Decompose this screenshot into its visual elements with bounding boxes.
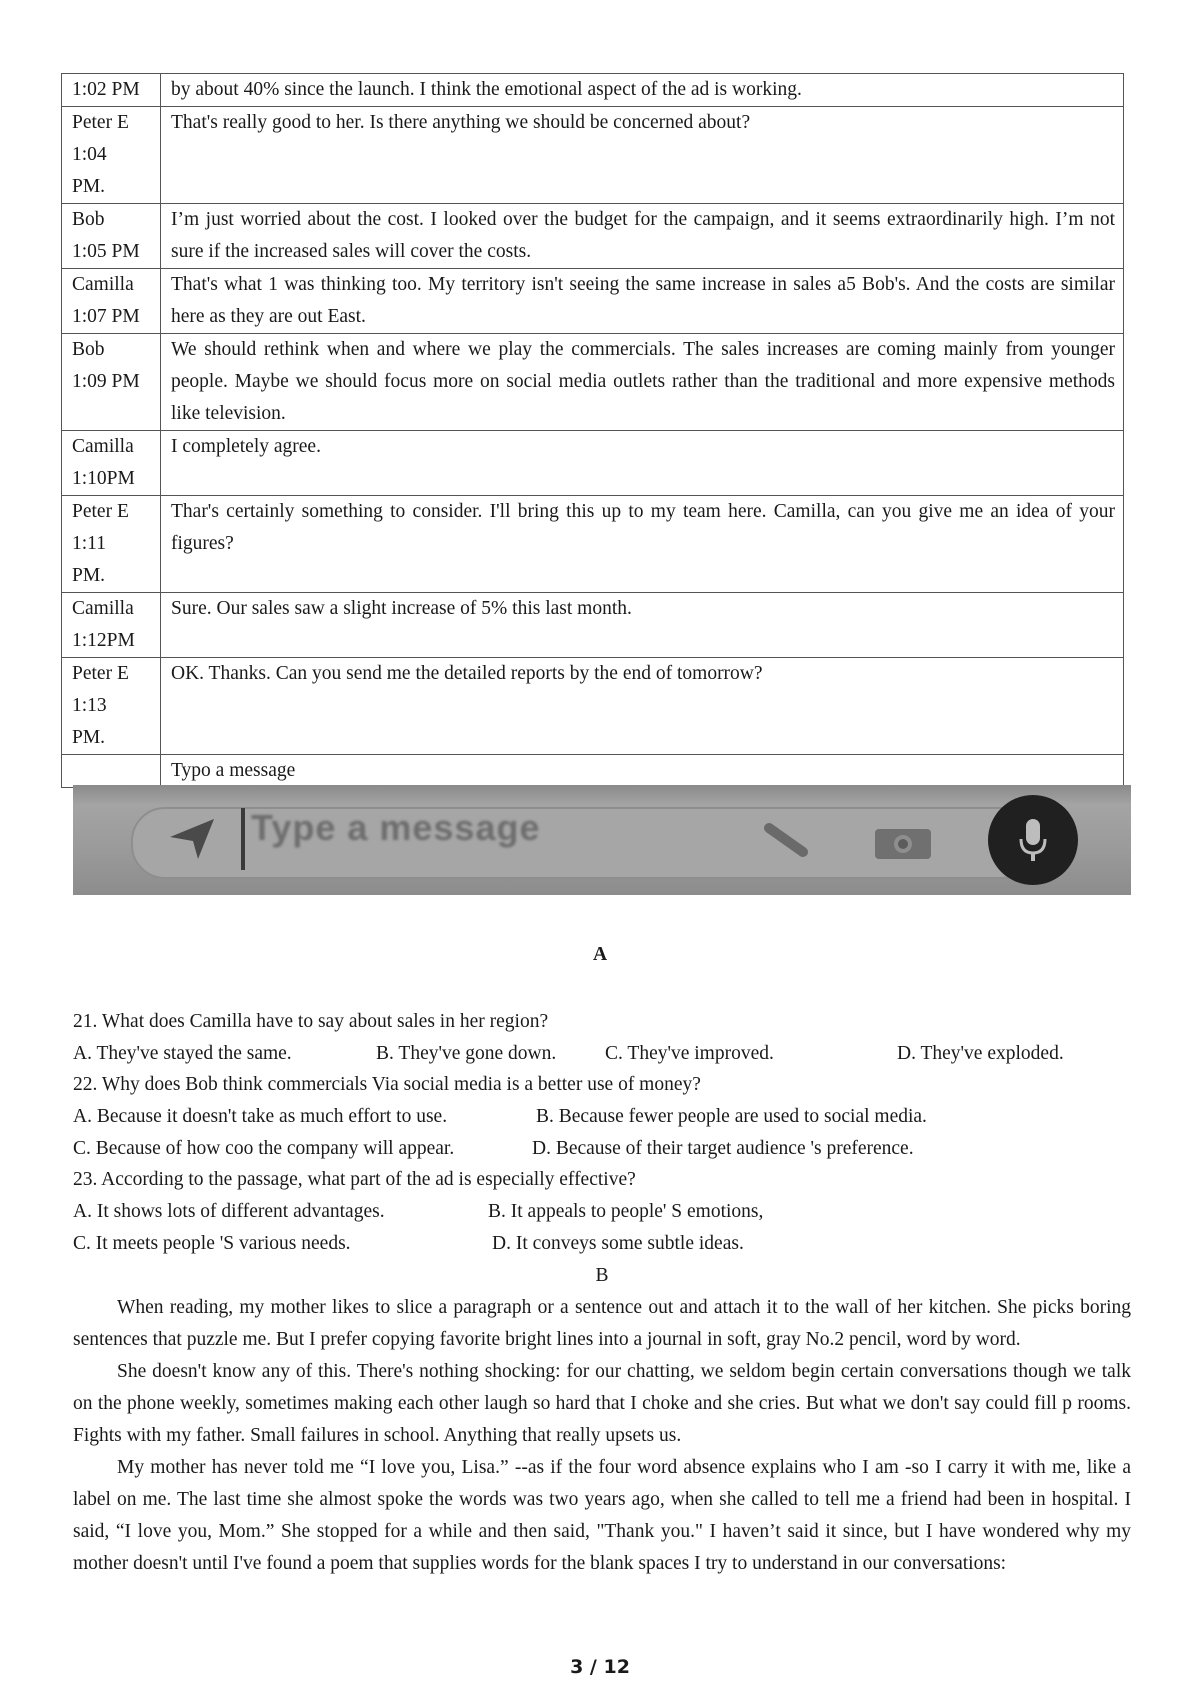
q22-option-b: B. Because fewer people are used to social media. — [536, 1106, 927, 1127]
q21-option-d: D. They've exploded. — [897, 1043, 1064, 1064]
chat-time: 1:12PM — [72, 630, 135, 651]
chat-sender-name: Bob — [72, 339, 105, 360]
question-21: 21. What does Camilla have to say about sales in her region? — [73, 1011, 549, 1032]
q21-option-a: A. They've stayed the same. — [73, 1043, 292, 1064]
chat-time: 1:05 PM — [72, 241, 140, 262]
chat-sender-name: Camilla — [72, 598, 134, 619]
chat-row — [62, 334, 1124, 431]
chat-log-table — [61, 73, 1124, 788]
chat-message: OK. Thanks. Can you send me the detailed reports by the end of tomorrow? — [161, 658, 1124, 755]
chat-time: 1:02 PM — [72, 79, 140, 100]
camera-icon — [873, 823, 933, 861]
chat-row — [62, 755, 1124, 788]
chat-sender — [62, 204, 161, 269]
q23-option-b: B. It appeals to people' S emotions, — [488, 1201, 764, 1222]
chat-row — [62, 496, 1124, 593]
chat-message: That's really good to her. Is there anything we should be concerned about? — [161, 107, 1124, 204]
send-icon — [168, 815, 218, 863]
chat-row — [62, 658, 1124, 755]
chat-sender — [62, 593, 161, 658]
chat-sender-name: Camilla — [72, 274, 134, 295]
microphone-icon — [1017, 817, 1049, 863]
chat-message: I’m just worried about the cost. I looked over the budget for the campaign, and it seems extraordinarily high. I’m not sure if the increased sales will cover the costs. — [161, 204, 1124, 269]
question-23: 23. According to the passage, what part of the ad is especially effective? — [73, 1169, 636, 1190]
chat-sender-name: Bob — [72, 209, 105, 230]
section-a-heading: A — [592, 944, 608, 965]
chat-sender-name: Camilla — [72, 436, 134, 457]
chat-time: 1:13 — [72, 695, 107, 716]
chat-message: That's what 1 was thinking too. My territory isn't seeing the same increase in sales a5 Bob's. And the costs are similar here as they are out East. — [161, 269, 1124, 334]
chat-sender — [62, 334, 161, 431]
chat-message: Sure. Our sales saw a slight increase of 5% this last month. — [161, 593, 1124, 658]
chat-row — [62, 431, 1124, 496]
q23-option-d: D. It conveys some subtle ideas. — [492, 1233, 744, 1254]
q22-option-c: C. Because of how coo the company will appear. — [73, 1138, 455, 1159]
chat-time-suffix: PM. — [72, 176, 106, 197]
chat-message: by about 40% since the launch. I think the emotional aspect of the ad is working. — [161, 74, 1124, 107]
q22-option-d: D. Because of their target audience 's preference. — [532, 1138, 914, 1159]
chat-message: Thar's certainly something to consider. I'll bring this up to my team here. Camilla, can you give me an idea of your figures? — [161, 496, 1124, 593]
chat-time: 1:10PM — [72, 468, 135, 489]
chat-message-placeholder: Typo a message — [161, 755, 1124, 788]
section-b-heading: B — [595, 1265, 609, 1286]
chat-row — [62, 74, 1124, 107]
chat-row — [62, 269, 1124, 334]
passage-b — [73, 1292, 1131, 1580]
text-cursor — [241, 808, 245, 870]
q22-option-a: A. Because it doesn't take as much effort to use. — [73, 1106, 448, 1127]
chat-message: I completely agree. — [161, 431, 1124, 496]
chat-sender-name: Peter E — [72, 501, 129, 522]
chat-message: We should rethink when and where we play the commercials. The sales increases are coming mainly from younger people. Maybe we should focus more on social media outlets rather than the traditional and more expensive methods like television. — [161, 334, 1124, 431]
passage-paragraph: She doesn't know any of this. There's nothing shocking: for our chatting, we seldom begin certain conversations though we talk on the phone weekly, sometimes making each other laugh so hard that I choke and she cries. But what we don't say could fill p rooms. Fights with my father. Small failures in school. Anything that really upsets us. — [73, 1361, 1131, 1446]
paperclip-icon — [763, 820, 813, 860]
chat-time: 1:04 — [72, 144, 107, 165]
chat-time: 1:09 PM — [72, 371, 140, 392]
chat-sender — [62, 496, 161, 593]
page-number: 3 / 12 — [570, 1656, 630, 1678]
chat-sender — [62, 431, 161, 496]
q23-option-c: C. It meets people 'S various needs. — [73, 1233, 351, 1254]
chat-sender-name: Peter E — [72, 663, 129, 684]
q21-option-c: C. They've improved. — [605, 1043, 774, 1064]
message-placeholder: Type a message — [251, 807, 541, 848]
chat-row — [62, 593, 1124, 658]
chat-time-suffix: PM. — [72, 727, 106, 748]
question-22: 22. Why does Bob think commercials Via social media is a better use of money? — [73, 1074, 701, 1095]
passage-paragraph: When reading, my mother likes to slice a paragraph or a sentence out and attach it to the wall of her kitchen. She picks boring sentences that puzzle me. But I prefer copying favorite bright lines into a journal in soft, gray No.2 pencil, word by word. — [73, 1297, 1131, 1350]
chat-row — [62, 204, 1124, 269]
chat-time-suffix: PM. — [72, 565, 106, 586]
chat-sender-name: Peter E — [72, 112, 129, 133]
chat-sender — [62, 755, 161, 788]
q23-option-a: A. It shows lots of different advantages. — [73, 1201, 385, 1222]
chat-sender — [62, 269, 161, 334]
chat-time: 1:11 — [72, 533, 106, 554]
chat-sender — [62, 107, 161, 204]
chat-sender — [62, 658, 161, 755]
message-input-photo — [73, 785, 1131, 895]
microphone-button — [988, 795, 1078, 885]
passage-paragraph: My mother has never told me “I love you, Lisa.” --as if the four word absence explains who I am -so I carry it with me, like a label on me. The last time she almost spoke the words was two years ago, when she called to tell me a friend had been in hospital. I said, “I love you, Mom.” She stopped for a while and then said, "Thank you." I haven’t said it since, but I have wondered why my mother doesn't until I've found a poem that supplies words for the blank spaces I try to understand in our conversations: — [73, 1457, 1131, 1574]
q21-option-b: B. They've gone down. — [376, 1043, 557, 1064]
chat-sender — [62, 74, 161, 107]
chat-time: 1:07 PM — [72, 306, 140, 327]
chat-row — [62, 107, 1124, 204]
